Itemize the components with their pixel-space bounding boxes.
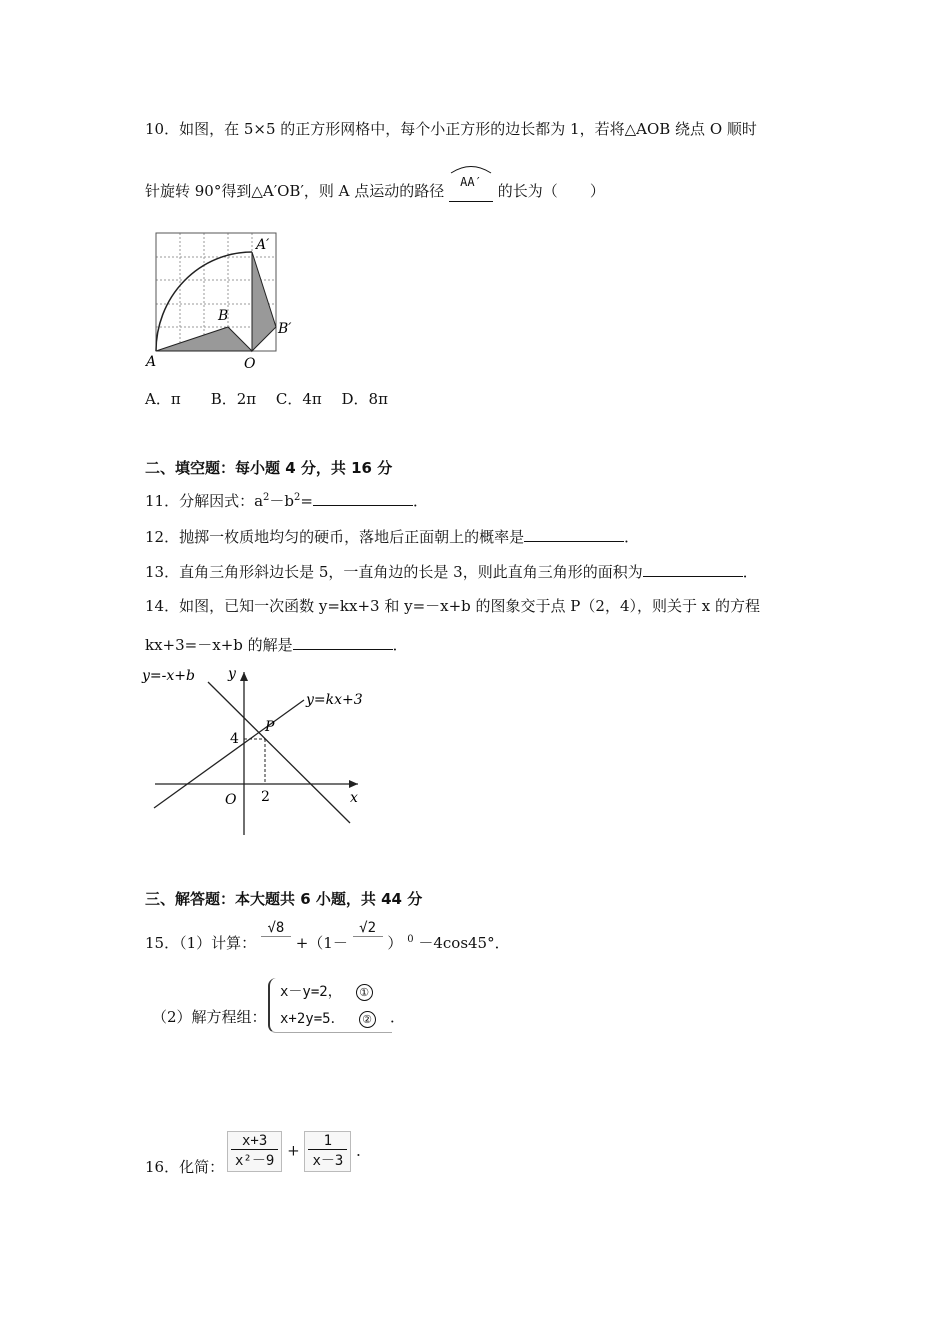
q11-sup2: 2 xyxy=(294,492,301,503)
q16-frac2 xyxy=(304,1131,351,1172)
q15-eq1-text: x－y=2， xyxy=(280,984,342,1000)
q11-mid: －b xyxy=(269,492,295,510)
q11 xyxy=(145,490,428,511)
q16-end: ． xyxy=(356,1141,372,1160)
q15-equation-system xyxy=(268,978,392,1033)
q15-power: 0 xyxy=(407,934,414,945)
arc-text: AA′ xyxy=(460,175,482,189)
q10-line2-text: 针旋转 90°得到△A′OB′，则 A 点运动的路径 xyxy=(145,182,445,200)
q15-eq2 xyxy=(280,1008,376,1028)
q16-frac1-den: x²－9 xyxy=(235,1153,275,1169)
label-line-kx-plus-3: y=kx+3 xyxy=(306,692,363,708)
q16-frac2-den: x－3 xyxy=(312,1153,344,1169)
q15-end: ． xyxy=(390,1008,406,1026)
label-x-tick-2: 2 xyxy=(261,789,270,805)
q16-expression xyxy=(227,1131,371,1172)
q13-answer-blank[interactable] xyxy=(643,562,743,577)
q16-plus: + xyxy=(287,1141,300,1160)
q10-line2-end: 的长为（ xyxy=(497,182,558,200)
q10-grid-figure xyxy=(140,225,300,370)
q15-plus: +（1－ xyxy=(295,934,348,952)
q10-paren-close: ） xyxy=(589,182,605,200)
arc-label xyxy=(449,175,493,200)
q16-frac1 xyxy=(227,1131,282,1172)
q14-line2-text: kx+3=－x+b 的解是 xyxy=(145,636,293,654)
q16-frac2-num: 1 xyxy=(308,1133,347,1150)
section-2-heading: 二、填空题：每小题 4 分，共 16 分 xyxy=(145,459,393,477)
q10-options: A．π B．2π C．4π D．8π xyxy=(145,390,388,408)
q10-line2 xyxy=(145,175,605,201)
label-a-prime: A′ xyxy=(256,237,270,253)
q11-text: 11．分解因式：a xyxy=(145,492,264,510)
q12-answer-blank[interactable] xyxy=(524,527,624,542)
q15-eq1-mark: ① xyxy=(356,984,373,1001)
q14-line2 xyxy=(145,634,408,655)
q11-sup1: 2 xyxy=(263,492,270,503)
q12-text: 12．抛掷一枚质地均匀的硬币，落地后正面朝上的概率是 xyxy=(145,528,525,546)
q14-graph-figure xyxy=(140,660,370,840)
q11-eq: = xyxy=(300,492,313,510)
q13-end: ． xyxy=(742,563,758,581)
triangle-a-prime-ob-prime xyxy=(252,252,276,351)
q15-sqrt2: √2 xyxy=(353,920,383,937)
q13-text: 13．直角三角形斜边长是 5，一直角边的长是 3，则此直角三角形的面积为 xyxy=(145,563,643,581)
x-axis-arrow-icon xyxy=(349,780,358,788)
section-3-heading: 三、解答题：本大题共 6 小题，共 44 分 xyxy=(145,890,423,908)
q13 xyxy=(145,561,758,582)
q15-tail: －4cos45°． xyxy=(418,934,510,952)
q14-end: ． xyxy=(392,636,408,654)
q15-eq2-text: x+2y=5． xyxy=(280,1011,345,1027)
label-a: A xyxy=(146,354,157,370)
q15-eq2-mark: ② xyxy=(359,1011,376,1028)
arc-symbol-icon xyxy=(449,162,493,174)
q11-answer-blank[interactable] xyxy=(313,491,413,506)
q15-part2-prefix: （2）解方程组： xyxy=(152,1008,267,1026)
q15-sqrt8: √8 xyxy=(261,920,291,937)
q14-line1: 14．如图，已知一次函数 y=kx+3 和 y=－x+b 的图象交于点 P（2，4），则关于 x 的方程 xyxy=(145,597,760,615)
q16-frac1-num: x+3 xyxy=(231,1133,278,1150)
q15-eq1 xyxy=(280,981,373,1001)
q15-part1-prefix: 15．（1）计算： xyxy=(145,934,257,952)
q15-close: ） xyxy=(387,934,403,952)
q10-line1: 10．如图，在 5×5 的正方形网格中，每个小正方形的边长都为 1，若将△AOB 绕点 O 顺时 xyxy=(145,120,757,138)
label-y-tick-4: 4 xyxy=(230,731,239,747)
y-axis-arrow-icon xyxy=(240,672,248,681)
q16-prefix: 16．化简： xyxy=(145,1158,225,1176)
q11-end: ． xyxy=(412,492,428,510)
label-o: O xyxy=(244,356,256,370)
label-x-axis: x xyxy=(350,790,358,806)
q12 xyxy=(145,526,639,547)
q15-part1 xyxy=(145,918,510,958)
q12-end: ． xyxy=(624,528,640,546)
label-y-axis: y xyxy=(228,666,236,682)
label-p: P xyxy=(265,719,275,735)
label-origin: O xyxy=(225,792,237,808)
q14-answer-blank[interactable] xyxy=(293,635,393,650)
label-b-prime: B′ xyxy=(278,321,292,337)
label-line-neg-x-plus-b: y=-x+b xyxy=(142,668,195,684)
label-b: B xyxy=(218,308,229,324)
